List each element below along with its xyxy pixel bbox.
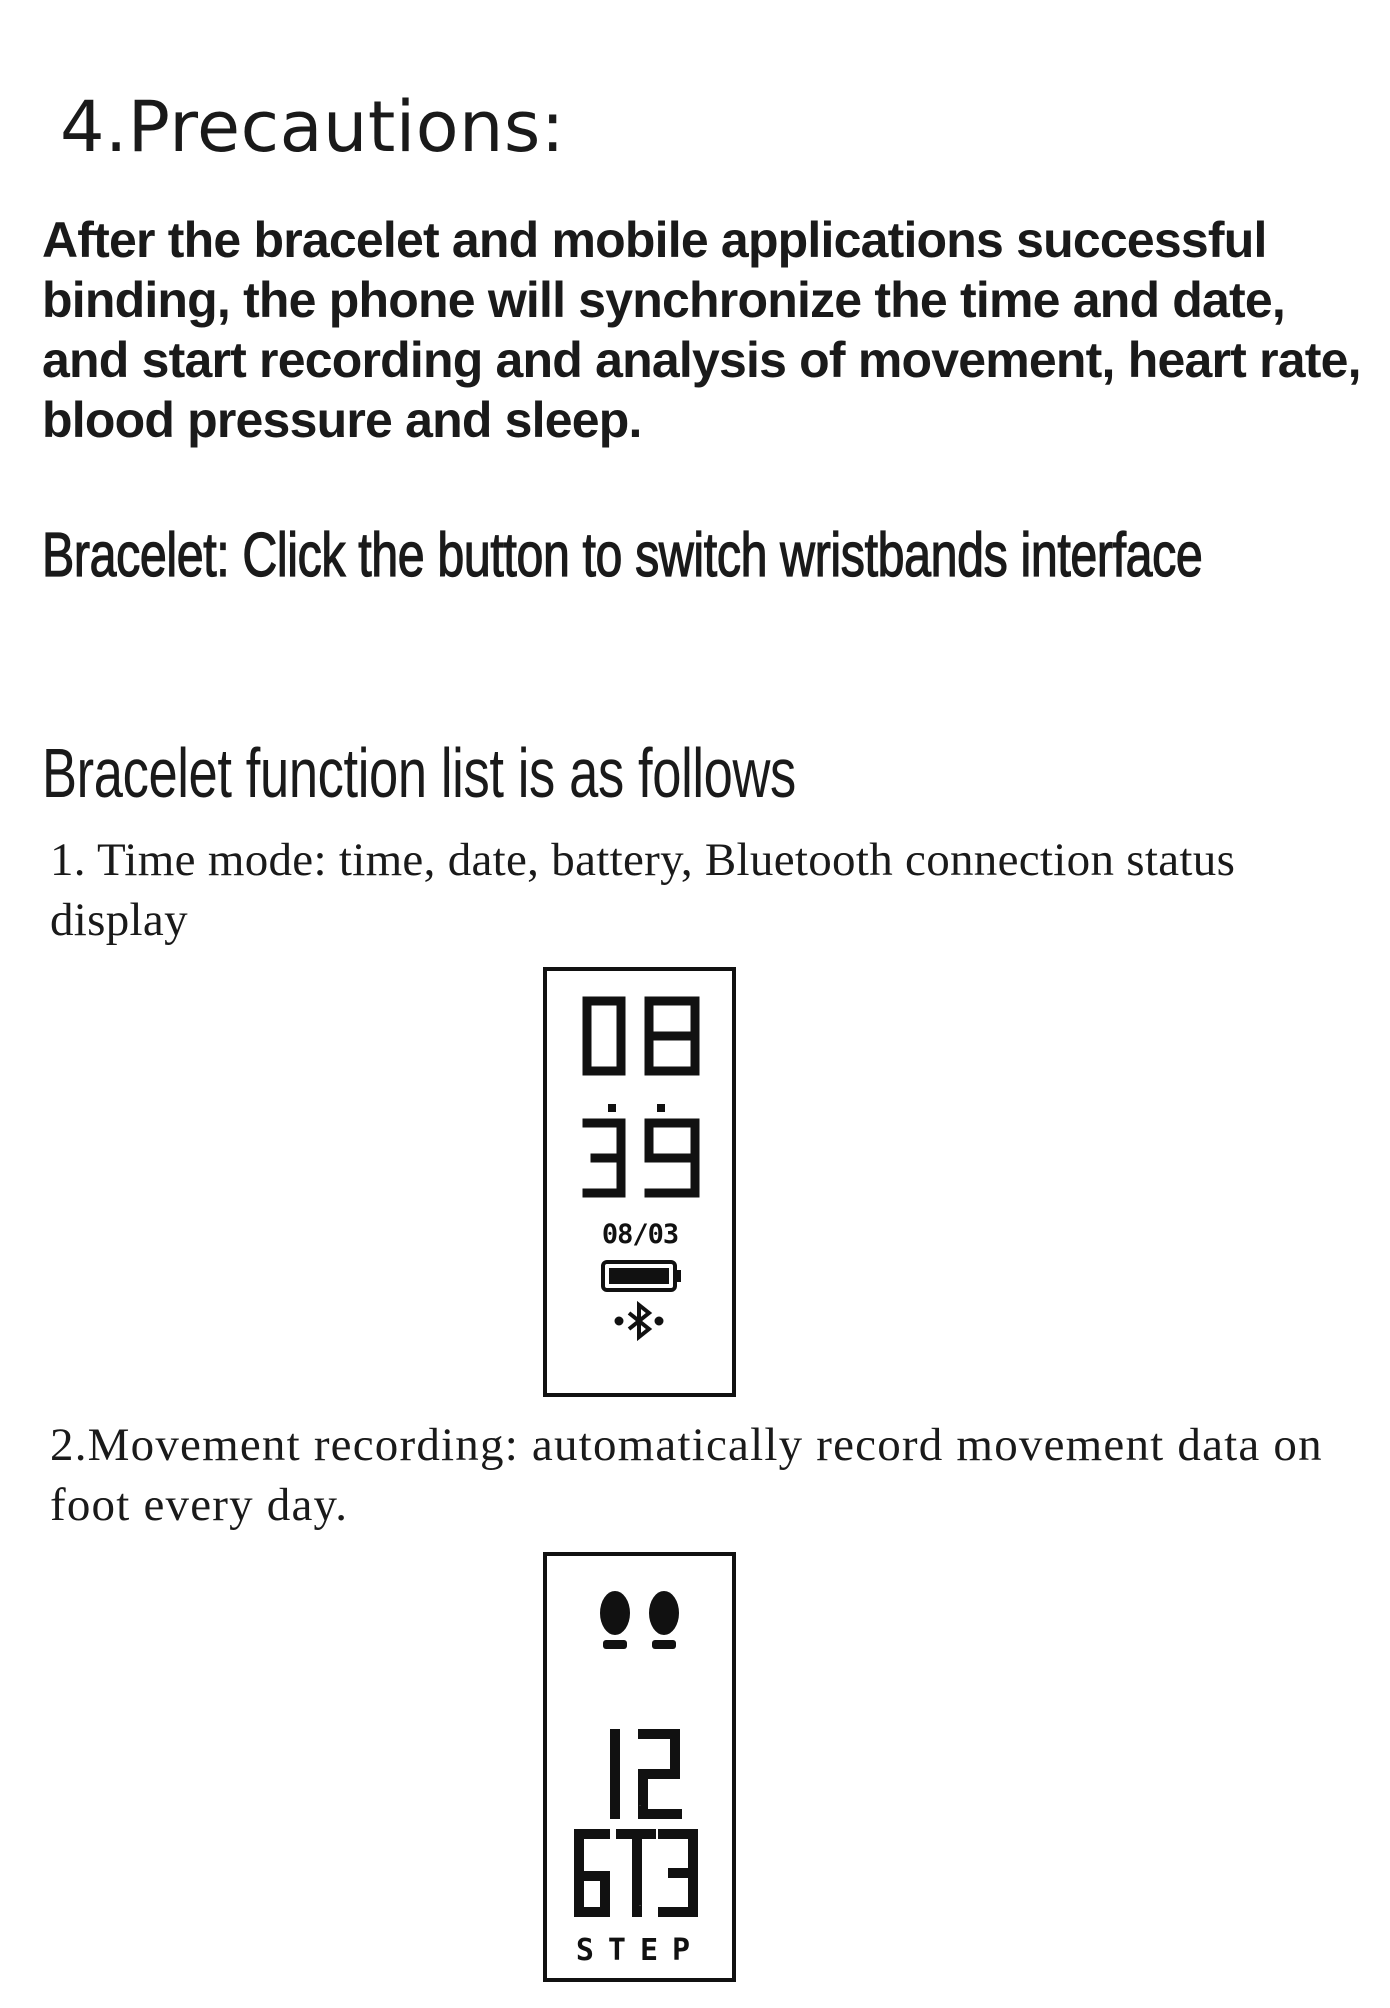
intro-paragraph: After the bracelet and mobile applications successful binding, the phone will synchronize the time and date, and start recording and analysis of movement, heart rate, blood pressure and sleep. [42, 212, 1361, 448]
steps-unit-label: STEP [575, 1933, 705, 1968]
function-list-title: Bracelet function list is as follows [42, 734, 796, 812]
bluetooth-icon [617, 1305, 662, 1337]
steps-digits-line2 [579, 1834, 693, 1912]
bracelet-instruction: Bracelet: Click the button to switch wristbands interface [42, 521, 1203, 590]
minute-value: 39 [639, 1201, 641, 1202]
steps-digits-line1 [615, 1734, 677, 1814]
footsteps-icon [600, 1591, 679, 1649]
hour-value: 08 [639, 1081, 641, 1082]
battery-full-icon [603, 1262, 681, 1290]
section-heading: 4.Precautions: [60, 86, 565, 168]
date-value: 08/03 [601, 1219, 679, 1250]
function-item-time-mode: 1. Time mode: time, date, battery, Bluetooth connection status display [50, 834, 1236, 946]
function-item-movement: 2.Movement recording: automatically record movement data on foot every day. [50, 1419, 1323, 1531]
bracelet-screen-steps [543, 1552, 736, 1982]
colon-dot-right [657, 1104, 665, 1112]
bracelet-screen-time [543, 967, 736, 1397]
steps-line1-value: 12 [639, 1806, 641, 1807]
steps-line2-value: 673 [639, 1906, 641, 1907]
colon-dot-left [608, 1104, 616, 1112]
